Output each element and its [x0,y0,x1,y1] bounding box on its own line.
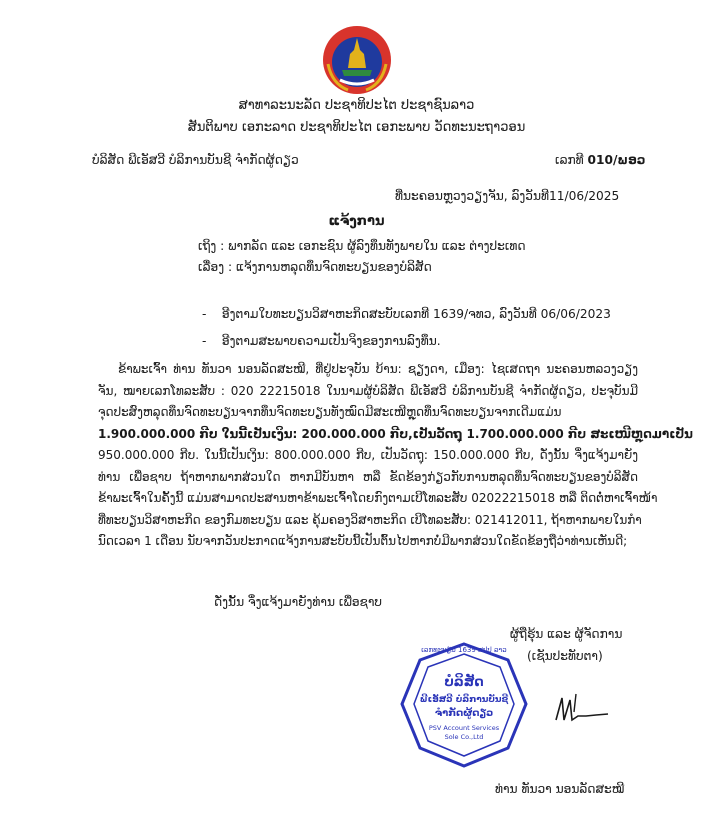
company-stamp [398,640,530,772]
lao-national-emblem [318,24,396,96]
body-line: 950.000.000 ກີບ. ໃນນີ້ເປັນເງິນ: 800.000.000 ກີບ, ເປັນວັດຖຸ: 150.000.000 ກີບ, ດັ່ງນັ້ນ ຈຶ່ງແຈ້ງມາຍັງ [98,448,638,462]
emblem-field [342,70,372,76]
country-name-line: ສາທາລະນະລັດ ປະຊາທິປະໄຕ ປະຊາຊົນລາວ [238,98,475,113]
notice-body [98,359,693,553]
closing-line: ດັ່ງນັ້ນ ຈຶ່ງແຈ້ງມາຍັງທ່ານ ເພື່ອຊາບ [214,595,383,609]
reference-item [202,333,441,350]
reference-text: ອີງຕາມສະພາບຄວາມເປັນຈິງຂອງການລົງທຶນ. [221,334,441,348]
recipient-label: ເຖິງ : [198,239,225,253]
place-date-text: ທີ່ນະຄອນຫຼວງວຽງຈັນ, ລົງວັນທີ [395,189,550,203]
body-line: ນົດເວລາ 1 ເດືອນ ນັບຈາກວັນປະກາດແຈ້ງການສະບັບນີ້ເປັນຕົ້ນໄປຫາກບໍ່ມີພາກສ່ວນໃດຂັດຂ້ອງຖືວ່າທ່ານເຫັນດີ; [98,534,628,548]
stamp-lao-name-3: ຈໍາກັດຜູ້ດຽວ [434,708,494,719]
handwritten-signature [552,690,612,730]
place-date [395,188,619,205]
document-number-value: 010/ພອວ [587,153,646,167]
signatory-name: ທ່ານ ທັນວາ ນອນລັດສະໝີ [495,782,625,796]
body-line: ຂ້າພະເຈົ້າໃນຄັ້ງນີ້ ແມ່ນສາມາດປະສານຫາຂ້າພະເຈົ້າໂດຍກົງຕາມເບີໂທລະສັບ 02022215018 ຫລື ຕິດຕໍ່ຫາເຈົ້າໜ້າ [98,491,658,505]
stamp-english-name: PSV Account Services [428,724,500,732]
place-date-value: 11/06/2025 [549,189,620,203]
stamp-ring-text: ເລກທະບຽນ 1639 ສປປ ລາວ [421,646,507,654]
document-number [555,152,646,169]
document-number-label: ເລກທີ [555,153,584,167]
recipient-text: ພາກລັດ ແລະ ເອກະຊົນ ຜູ້ລົງທຶນທັງພາຍໃນ ແລະ ຕ່າງປະເທດ [228,239,526,253]
reference-text: ອີງຕາມໃບທະບຽນວິສາຫະກິດສະບັບເລກທີ 1639/ຈທວ, ລົງວັນທີ 06/06/2023 [221,307,611,321]
reference-bullet: - [202,334,207,348]
reference-bullet: - [202,307,207,321]
stamp-lao-name-2: ພີເອັສວີ ບໍລິການບັນຊີ [419,695,509,705]
body-line: ຈັນ, ໝາຍເລກໂທລະສັບ : 020 22215018 ໃນນາມຜູ້ບໍລິສັດ ພີເອັສວີ ບໍລິການບັນຊີ ຈໍາກັດຜູ້ດຽວ, ປະຈຸບັນມີ [98,383,638,398]
subject-text: ແຈ້ງການຫລຸດທຶນຈົດທະບຽນຂອງບໍລິສັດ [235,260,432,274]
body-line: ຂ້າພະເຈົ້າ ທ່ານ ທັນວາ ນອນລັດສະໝີ, ທີ່ຢູ່ປະຈຸບັນ ບ້ານ: ຊຽງດາ, ເມືອງ: ໄຊເສດຖາ ນະຄອນຫລວງວຽງ [118,362,638,376]
body-line: ທີ່ທະບຽນວິສາຫະກິດ ຂອງກົມທະບຽນ ແລະ ຄຸ້ມຄອງວິສາຫະກິດ ເບີໂທລະສັບ: 021412011, ຖ້າຫາກພາຍໃນກໍາ [98,512,642,527]
stamp-lao-name-1: ບໍລິສັດ [444,675,484,690]
body-line: 1.900.000.000 ກີບ ໃນນີ້ເປັນເງິນ: 200.000.000 ກີບ,ເປັນວັດຖຸ 1.700.000.000 ກີບ ສະເໜີຫຼຸດມາເປັນ [98,426,693,441]
stamp-english-suffix: Sole Co.,Ltd [444,733,484,741]
company-name: ບໍລິສັດ ພີເອັສວີ ບໍລິການບັນຊີ ຈໍາກັດຜູ້ດຽວ [92,153,299,167]
signatory-title: ຜູ້ຖືຮຸ້ນ ແລະ ຜູ້ຈັດການ [510,627,623,641]
body-line: ທ່ານ ເພື່ອຊາບ ຖ້າຫາກພາກສ່ວນໃດ ຫາກມີບັນຫາ ຫລື ຂັດຂ້ອງກ່ຽວກັບການຫລຸດທຶນຈົດທະບຽນຂອງບໍລິສັດ [98,469,638,484]
body-line: ຈຸດປະສົງຫລຸດທຶນຈົດທະບຽນຈາກທຶນຈົດທະບຽນທັງໝົດມີສະເໜີຫຼຸດທຶນຈົດທະບຽນຈາກເດີມແມ່ນ [98,405,562,419]
signatory-seal-note: (ເຊັນປະທັບຕາ) [527,649,603,663]
subject-line [198,259,432,276]
notice-title: ແຈ້ງການ [328,214,385,229]
subject-label: ເລື່ອງ : [198,260,233,274]
national-motto-line: ສັນຕິພາບ ເອກະລາດ ປະຊາທິປະໄຕ ເອກະພາບ ວັດທະນະຖາວອນ [187,120,526,135]
recipient-line [198,238,526,255]
reference-item [202,306,611,323]
